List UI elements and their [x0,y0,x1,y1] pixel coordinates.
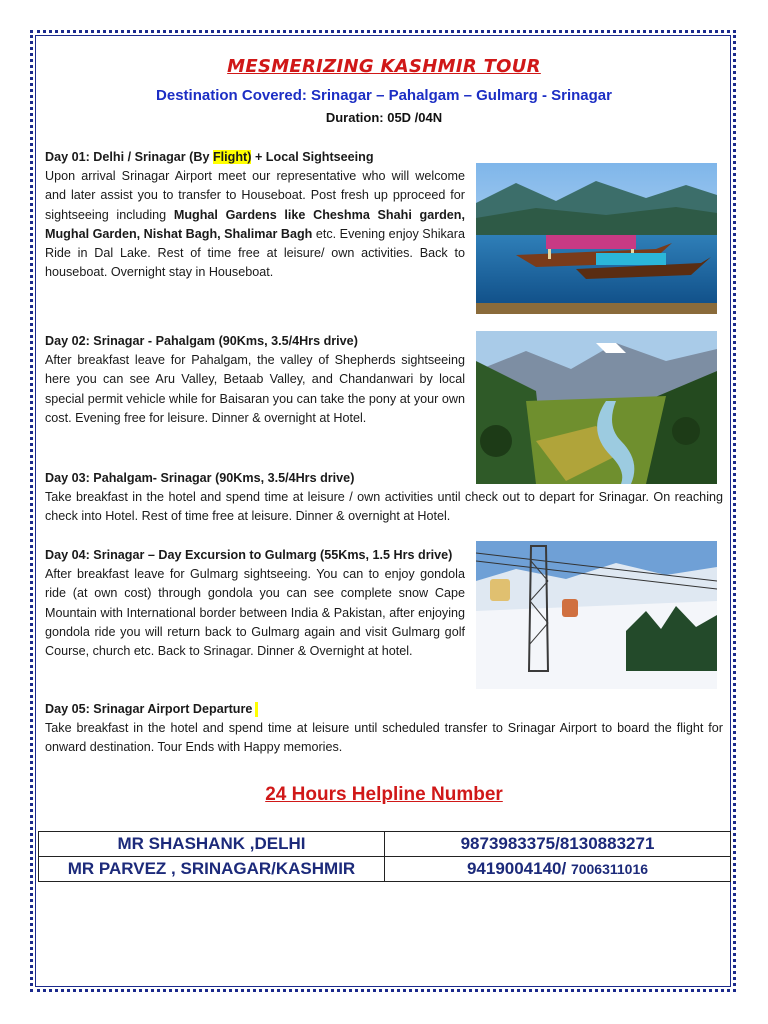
highlighted-text: Flight) [212,150,252,164]
contact-phone: 9873983375/8130883271 [385,832,731,857]
contact-name: MR PARVEZ , SRINAGAR/KASHMIR [39,857,385,882]
table-row [39,832,731,857]
day-1-section [45,148,465,282]
day-3-heading: Day 03: Pahalgam- Srinagar (90Kms, 3.5/4Hrs drive) [45,471,355,485]
day-4-heading: Day 04: Srinagar – Day Excursion to Gulmarg (55Kms, 1.5 Hrs drive) [45,548,453,562]
day-3-text: Take breakfast in the hotel and spend time at leisure / own activities until check out to depart for Srinagar. On reaching check into Hotel. Rest of time free at leisure. Dinner & overnight at Hotel. [45,490,723,524]
table-row [39,857,731,882]
day-1-heading: Day 01: Delhi / Srinagar (By Flight) + Local Sightseeing [45,150,374,164]
helpline-contacts-table [38,831,731,882]
contact-name: MR SHASHANK ,DELHI [39,832,385,857]
day-4-section [45,546,465,661]
day-5-heading: Day 05: Srinagar Airport Departure [45,700,723,719]
day-5-section [45,700,723,758]
day-4-text: After breakfast leave for Gulmarg sightseeing. You can to enjoy gondola ride (at own cost) through gondola you can see complete snow Cape Mountain with International border between India & Pakistan, after enjoying gondola ride you will return back to Gulmarg again and visit Gulmarg golf Course, church etc. Back to Srinagar. Dinner & Overnight at hotel. [45,567,465,659]
day-2-section [45,332,465,428]
day-1-text: Upon arrival Srinagar Airport meet our representative who will welcome and later assist you to transfer to Houseboat. Post fresh up pproceed for sightseeing including Mughal Gardens like Cheshma Shahi garden, Mughal Garden, Nishat Bagh, Shalimar Bagh etc. Evening enjoy Shikara Ride in Dal Lake. Rest of time free at leisure/ own activities. Back to houseboat. Overnight stay in Houseboat. [45,169,466,280]
gulmarg-gondola-photo [476,541,717,689]
day-2-heading: Day 02: Srinagar - Pahalgam (90Kms, 3.5/4Hrs drive) [45,334,358,348]
dal-lake-shikara-photo [476,163,717,314]
day-5-text: Take breakfast in the hotel and spend time at leisure until scheduled transfer to Srinagar Airport to board the flight for onward destination. Tour Ends with Happy memories. [45,721,723,755]
highlight-mark [255,702,258,717]
contact-phone: 9419004140/ 7006311016 [385,857,731,882]
duration-line: Duration: 05D /04N [325,110,443,125]
destination-line: Destination Covered: Srinagar – Pahalgam – Gulmarg - Srinagar [156,87,612,104]
page-title: MESMERIZING KASHMIR TOUR [227,56,541,77]
helpline-title: 24 Hours Helpline Number [265,784,503,805]
pahalgam-valley-photo [476,331,717,484]
day-3-section [45,469,723,527]
day-2-text: After breakfast leave for Pahalgam, the valley of Shepherds sightseeing here you can see Aru Valley, Betaab Valley, and Chandanwari by local special permit vehicle while for Baisaran you can take the pony at your own cost. Evening free for leisure. Dinner & overnight at Hotel. [45,353,465,425]
